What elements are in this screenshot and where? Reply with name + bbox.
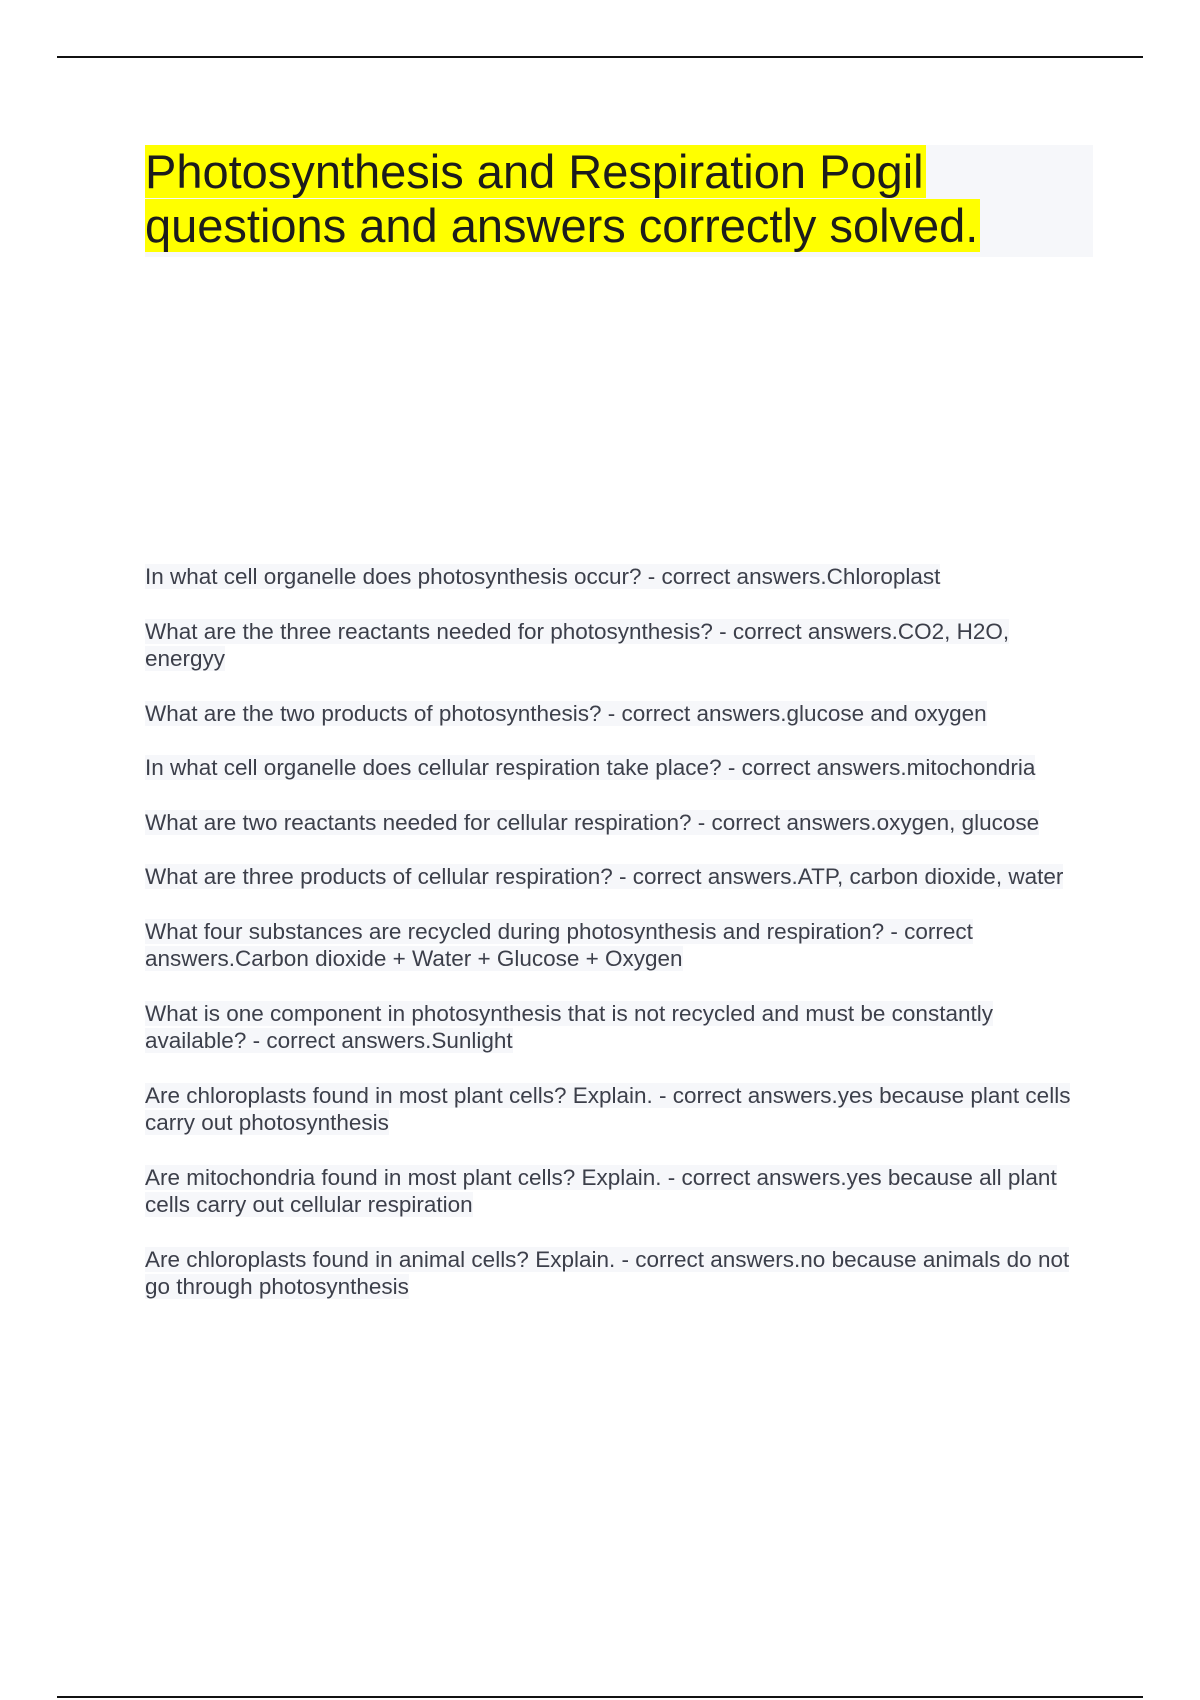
title-block	[145, 145, 1093, 257]
qa-item	[145, 700, 1093, 728]
top-rule	[57, 56, 1143, 58]
qa-text: Are chloroplasts found in most plant cells? Explain. - correct answers.yes because plant cells carry out photosynthesis	[145, 1082, 1071, 1135]
qa-item	[145, 863, 1093, 891]
title-line-2: questions and answers correctly solved.	[145, 199, 979, 252]
qa-list	[145, 563, 1093, 1328]
qa-item	[145, 563, 1093, 591]
qa-text: What are the three reactants needed for photosynthesis? - correct answers.CO2, H2O, energyy	[145, 618, 1010, 671]
qa-item	[145, 809, 1093, 837]
qa-text: Are mitochondria found in most plant cells? Explain. - correct answers.yes because all plant cells carry out cellular respiration	[145, 1164, 1057, 1217]
title-line-1: Photosynthesis and Respiration Pogil	[145, 145, 924, 198]
bottom-rule	[57, 1696, 1143, 1698]
qa-item	[145, 618, 1093, 673]
document-title	[145, 145, 1093, 253]
qa-text: In what cell organelle does photosynthesis occur? - correct answers.Chloroplast	[145, 564, 941, 589]
qa-text: What are the two products of photosynthesis? - correct answers.glucose and oxygen	[145, 700, 987, 726]
qa-item	[145, 918, 1093, 973]
qa-item	[145, 1082, 1093, 1137]
qa-text: What are three products of cellular respiration? - correct answers.ATP, carbon dioxide, water	[145, 864, 1064, 889]
qa-item	[145, 1164, 1093, 1219]
qa-item	[145, 1000, 1093, 1055]
qa-text: What is one component in photosynthesis that is not recycled and must be constantly available? - correct answers.Sunlight	[145, 1000, 993, 1053]
qa-item	[145, 1246, 1093, 1301]
qa-text: What are two reactants needed for cellular respiration? - correct answers.oxygen, glucose	[145, 809, 1040, 835]
qa-text: What four substances are recycled during photosynthesis and respiration? - correct answers.Carbon dioxide + Water + Glucose + Oxygen	[145, 918, 973, 971]
qa-text: In what cell organelle does cellular respiration take place? - correct answers.mitochondria	[145, 755, 1036, 780]
qa-text: Are chloroplasts found in animal cells? Explain. - correct answers.no because animals do not go through photosynthesis	[145, 1246, 1070, 1299]
qa-item	[145, 754, 1093, 782]
